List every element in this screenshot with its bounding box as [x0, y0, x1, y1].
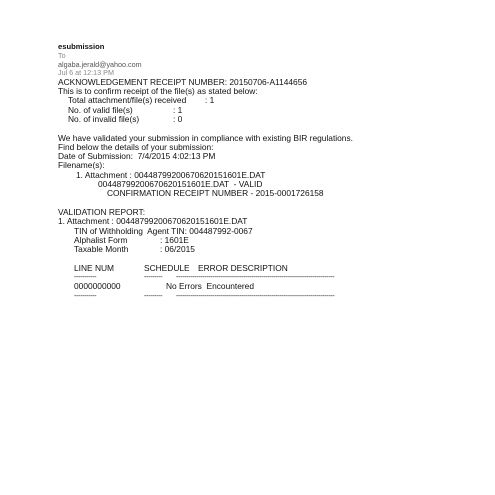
to-address[interactable]: algaba.jerald@yahoo.com: [58, 59, 142, 69]
taxable-month-value: : 06/2015: [160, 244, 195, 255]
ack-receipt-line: ACKNOWLEDGEMENT RECEIPT NUMBER: 20150706-A1144656: [58, 76, 308, 87]
validated-line: We have validated your submission in compliance with existing BIR regulations.: [58, 132, 353, 143]
tin-line: TIN of Withholding Agent TIN: 004487992-0067: [74, 225, 253, 236]
row-line-num: 0000000000: [74, 281, 121, 292]
submission-date-label: Date of Submission:: [58, 151, 133, 162]
row-error-description: No Errors Encountered: [166, 281, 254, 292]
taxable-month-label: Taxable Month: [74, 244, 129, 255]
header-error-description: ERROR DESCRIPTION: [198, 262, 288, 273]
total-files-label: Total attachment/file(s) received: [68, 95, 187, 106]
divider-bottom-error-description: ------------------------------------------------------------------------------: [176, 292, 335, 300]
report-attachment-line: 1. Attachment : 004487992006706201516​01E.DAT: [58, 216, 248, 227]
confirmation-receipt-line: CONFIRMATION RECEIPT NUMBER - 2015-0001726158: [107, 188, 324, 199]
table-row: [58, 282, 478, 291]
divider-error-description: ------------------------------------------------------------------------------: [176, 274, 335, 282]
email-body: [58, 42, 478, 301]
to-label: To: [58, 51, 66, 60]
invalid-files-value: : 0: [173, 113, 183, 124]
header-line-num: LINE NUM: [74, 262, 115, 273]
validation-report-title: VALIDATION REPORT:: [58, 206, 146, 217]
report-table-divider-bottom: [58, 292, 478, 301]
sender-name[interactable]: esubmission: [58, 42, 105, 51]
valid-files-label: No. of valid file(s): [68, 104, 133, 115]
divider-schedule: ---------: [144, 274, 163, 282]
alphalist-label: Alphalist Form: [74, 234, 128, 245]
valid-files-value: : 1: [173, 104, 183, 115]
divider-bottom-schedule: ---------: [144, 292, 163, 300]
confirm-receipt-line: This is to confirm receipt of the file(s) as stated below:: [58, 86, 258, 97]
summary-valid-line: 004487992006706201516​01E.DAT - VALID: [98, 179, 263, 190]
header-schedule: SCHEDULE: [144, 262, 190, 273]
submission-date-line: [58, 152, 478, 161]
invalid-files-line: [58, 115, 478, 124]
report-table-header: [58, 264, 478, 273]
alphalist-value: : 1601E: [160, 234, 189, 245]
divider-line-num: -----------: [74, 274, 97, 282]
report-table-divider-top: [58, 273, 478, 282]
details-line: Find below the details of your submission:: [58, 141, 214, 152]
email-date: Jul 6 at 12:13 PM: [58, 68, 114, 78]
filenames-label: Filename(s):: [58, 160, 105, 171]
submission-date-value: 7/4/2015 4:02:13 PM: [137, 151, 216, 162]
divider-bottom-line-num: -----------: [74, 292, 97, 300]
summary-attachment-line: 1. Attachment : 004487992006706201516​01E.DAT: [76, 169, 266, 180]
invalid-files-label: No. of invalid file(s): [68, 113, 140, 124]
taxable-month-line: [58, 245, 478, 254]
total-files-value: : 1: [205, 95, 215, 106]
